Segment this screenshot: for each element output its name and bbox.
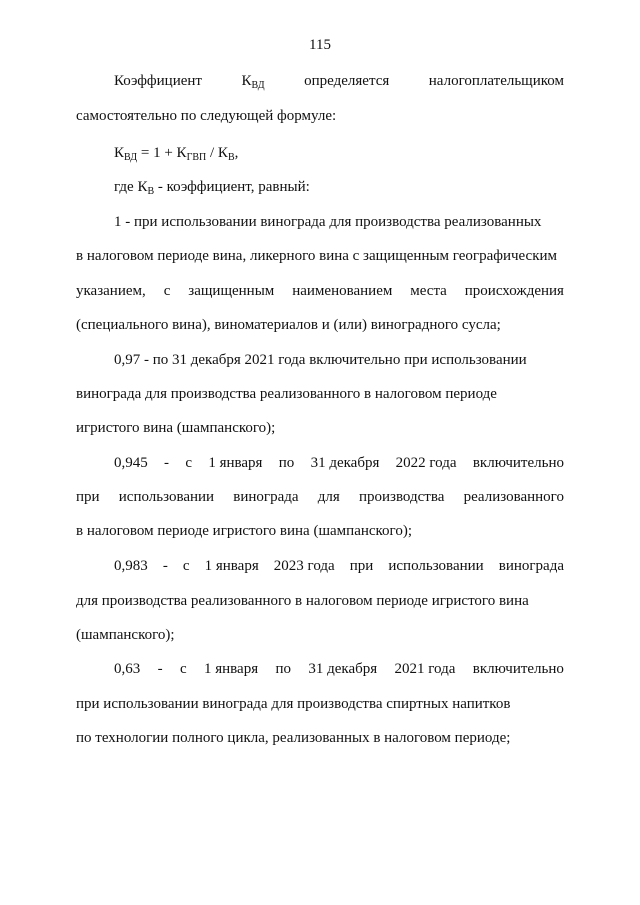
text-line: 0,945 - с 1 января по 31 декабря 2022 года включительно — [114, 455, 564, 471]
text-line: при использовании винограда для производства спиртных напитков — [76, 696, 511, 712]
text-line: по технологии полного цикла, реализованных в налоговом периоде; — [76, 730, 511, 746]
formula: $К_{ВД} = 1 + К_{ГВП} / К_В$, — [114, 145, 239, 163]
text-line: игристого вина (шампанского); — [76, 420, 276, 436]
text-line — [114, 72, 564, 90]
text-line: винограда для производства реализованного в налоговом периоде — [76, 386, 497, 402]
text-line: самостоятельно по следующей формуле: — [76, 108, 337, 124]
text-line: (шампанского); — [76, 627, 175, 643]
word: определяется — [304, 73, 390, 89]
where-line: где $К_В$ - коэффициент, равный: — [114, 179, 310, 197]
text-line: 0,983 - с 1 января 2023 года при использовании винограда — [114, 558, 564, 574]
text-line: 0,63 - с 1 января по 31 декабря 2021 года включительно — [114, 661, 564, 677]
word: налогоплательщиком — [428, 73, 564, 89]
coefficient-kvd: $К_{ВД}$ — [241, 73, 265, 91]
page-number: 115 — [309, 37, 331, 53]
text-line: в налоговом периоде игристого вина (шампанского); — [76, 523, 412, 539]
text-line: для производства реализованного в налоговом периоде игристого вина — [76, 593, 529, 609]
text-line: в налоговом периоде вина, ликерного вина с защищенным географическим — [76, 248, 558, 264]
text-line: при использовании винограда для производства реализованного — [76, 489, 564, 505]
text-line: указанием, с защищенным наименованием места происхождения — [76, 283, 564, 299]
word: Коэффициент — [114, 73, 202, 89]
text-line: (специального вина), виноматериалов и (или) виноградного сусла; — [76, 317, 501, 333]
text-line: 0,97 - по 31 декабря 2021 года включительно при использовании — [114, 352, 527, 368]
text-line: 1 - при использовании винограда для производства реализованных — [114, 214, 542, 230]
